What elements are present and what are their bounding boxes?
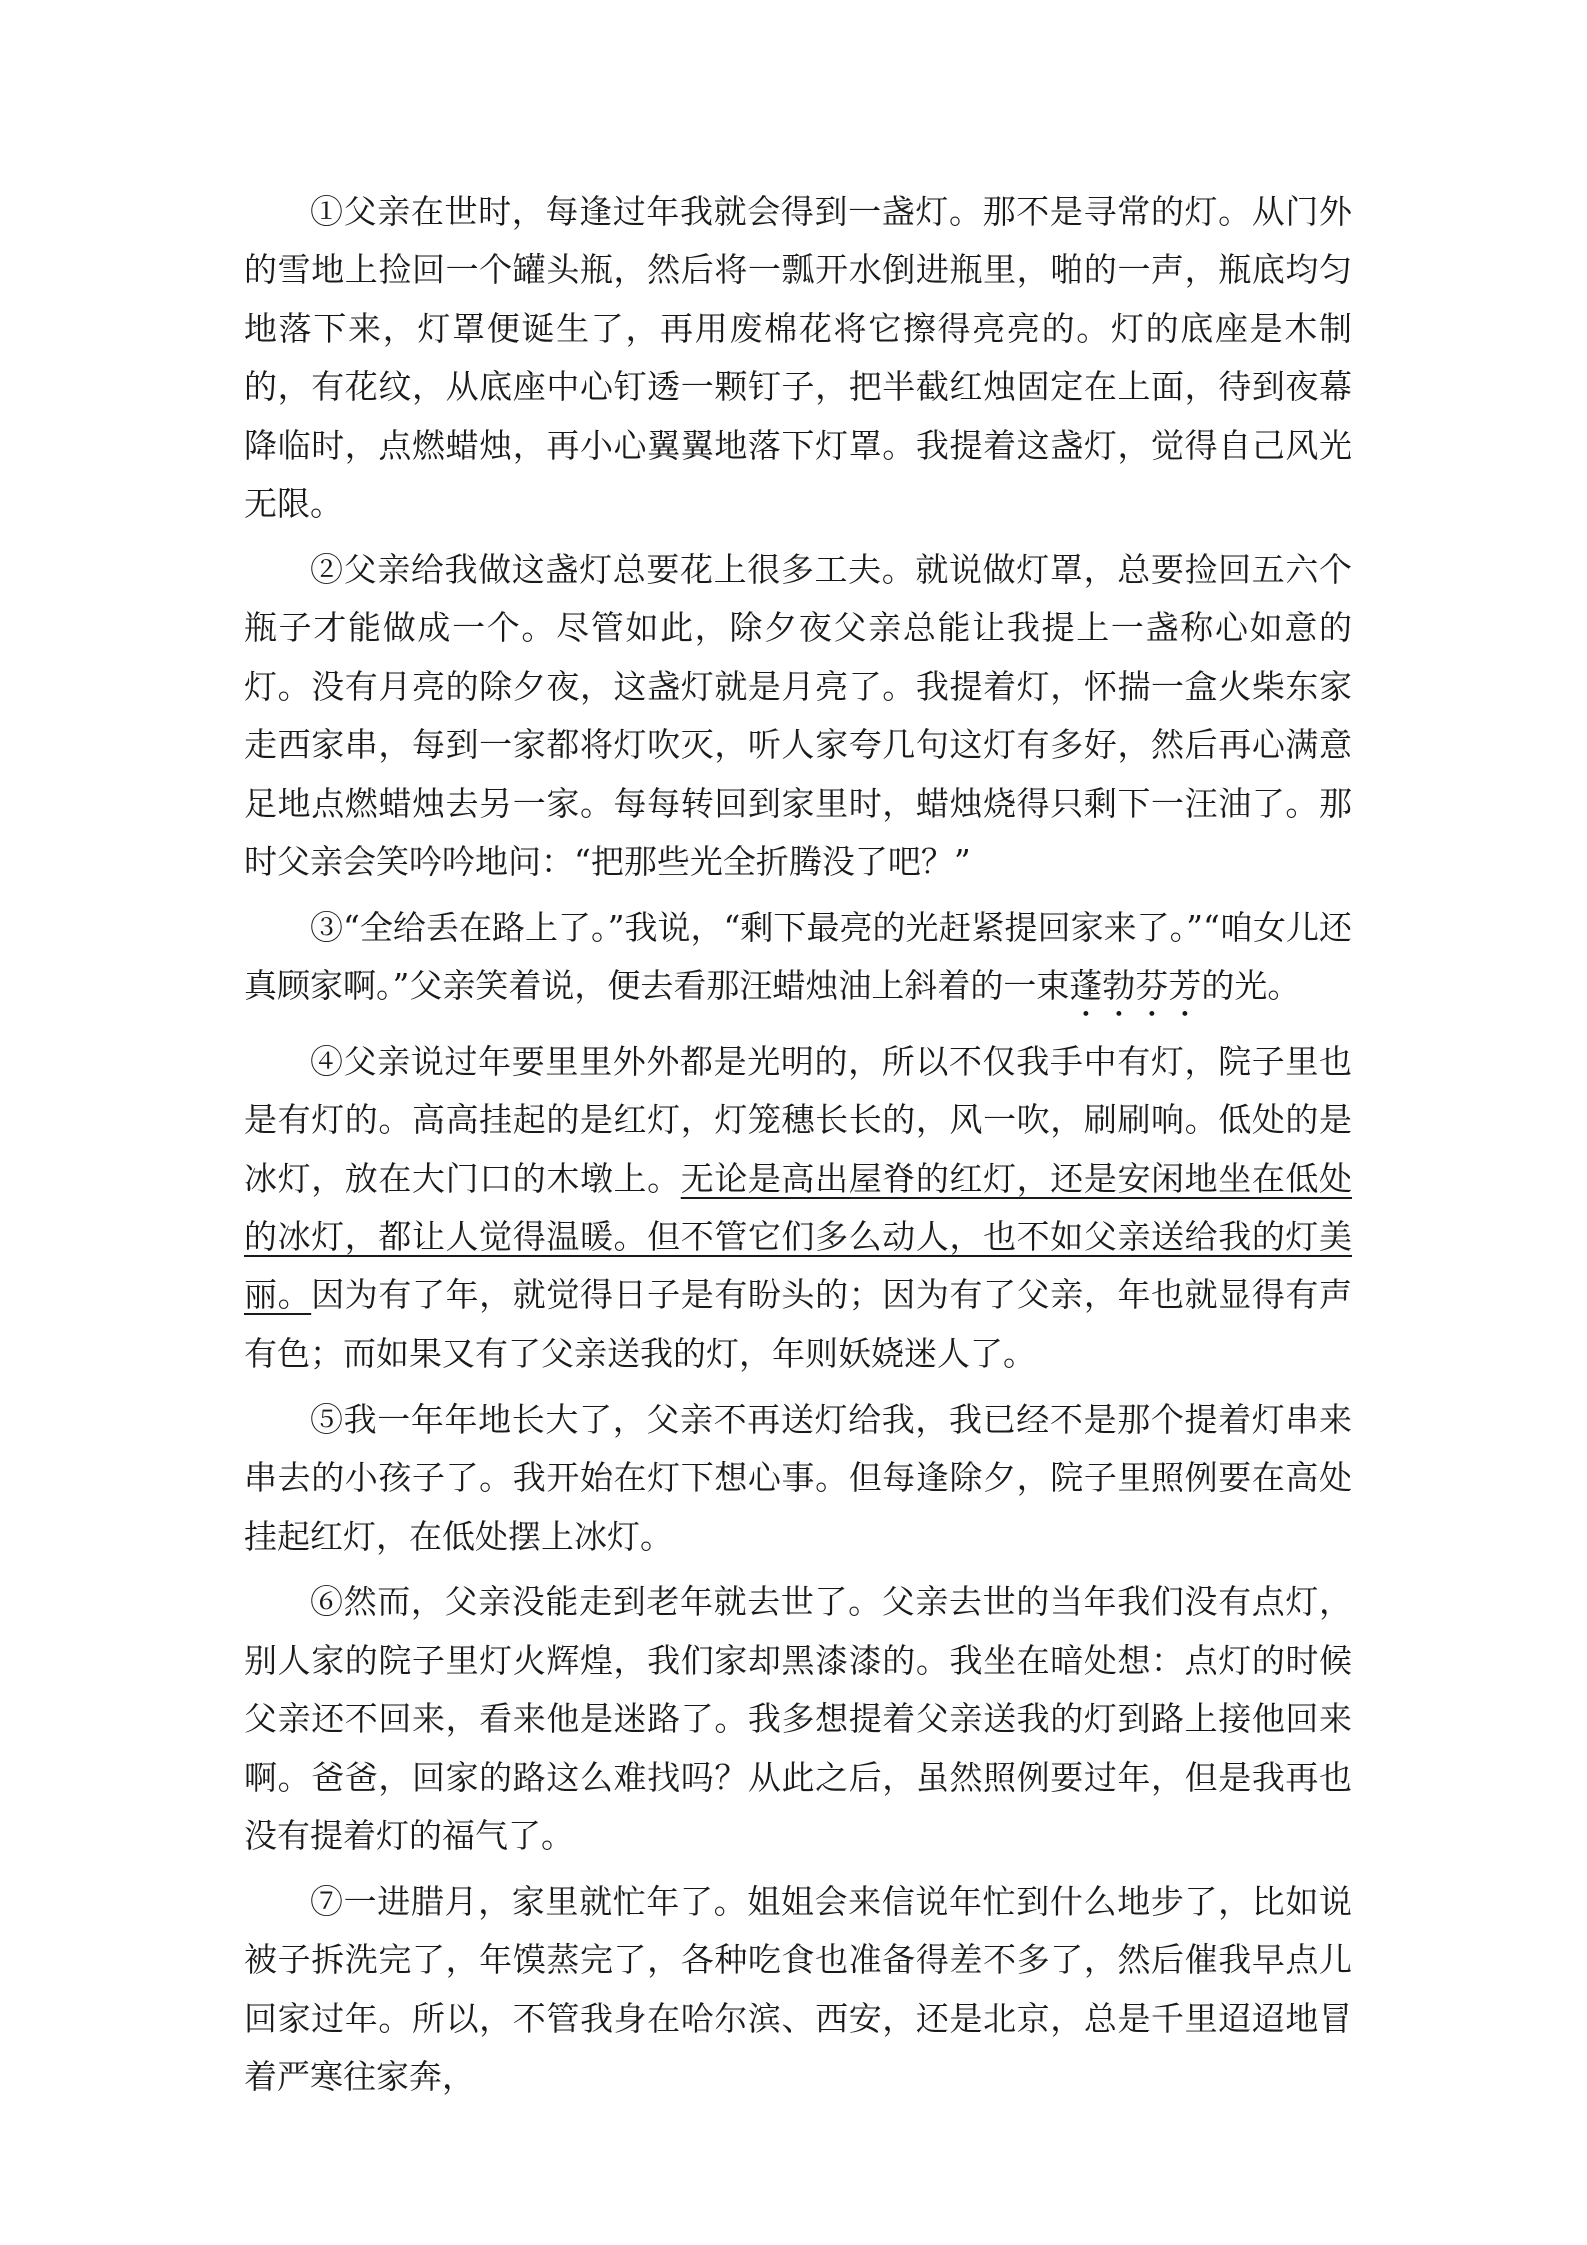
paragraph-4-text: ④父亲说过年要里里外外都是光明的，所以不仅我手中有灯，院子里也是有灯的。高高挂起的是红灯，灯笼穗长长的，风一吹，刷刷响。低处的是冰灯，放在大门口的木墩上。: [244, 1041, 1352, 1198]
paragraph-4: [244, 1033, 1352, 1383]
paragraph-7: ⑦一进腊月，家里就忙年了。姐姐会来信说年忙到什么地步了，比如说被子拆洗完了，年馍蒸完了，各种吃食也准备得差不多了，然后催我早点儿回家过年。所以，不管我身在哈尔滨、西安，还是北京，总是千里迢迢地冒着严寒往家奔，: [244, 1881, 1352, 2097]
paragraph-6: ⑥然而，父亲没能走到老年就去世了。父亲去世的当年我们没有点灯，别人家的院子里灯火辉煌，我们家却黑漆漆的。我坐在暗处想：点灯的时候父亲还不回来，看来他是迷路了。我多想提着父亲送我的灯到路上接他回来啊。爸爸，回家的路这么难找吗？从此之后，虽然照例要过年，但是我再也没有提着灯的福气了。: [244, 1582, 1352, 1856]
emphasized-phrase: 蓬勃芬芳: [1069, 966, 1202, 1006]
paragraph-1: ①父亲在世时，每逢过年我就会得到一盏灯。那不是寻常的灯。从门外的雪地上捡回一个罐头瓶，然后将一瓢开水倒进瓶里，啪的一声，瓶底均匀地落下来，灯罩便诞生了，再用废棉花将它擦得亮亮的。灯的底座是木制的，有花纹，从底座中心钉透一颗钉子，把半截红烛固定在上面，待到夜幕降临时，点燃蜡烛，再小心翼翼地落下灯罩。我提着这盏灯，觉得自己风光无限。: [244, 192, 1352, 524]
paragraph-5: ⑤我一年年地长大了，父亲不再送灯给我，我已经不是那个提着灯串来串去的小孩子了。我开始在灯下想心事。但每逢除夕，院子里照例要在高处挂起红灯，在低处摆上冰灯。: [244, 1399, 1352, 1556]
paragraph-3-text: ③“全给丢在路上了。”我说，“剩下最亮的光赶紧提回家来了。”“咱女儿还真顾家啊。”父亲笑着说，便去看那汪蜡烛油上斜着的一束: [244, 907, 1352, 1006]
article-body: [244, 183, 1352, 2107]
paragraph-4-end: 因为有了年，就觉得日子是有盼头的；因为有了父亲，年也就显得有声有色；而如果又有了父亲送我的灯，年则妖娆迷人了。: [244, 1275, 1352, 1373]
paragraph-3-end: 的光。: [1201, 966, 1301, 1006]
paragraph-2: ②父亲给我做这盏灯总要花上很多工夫。就说做灯罩，总要捡回五六个瓶子才能做成一个。尽管如此，除夕夜父亲总能让我提上一盏称心如意的灯。没有月亮的除夕夜，这盏灯就是月亮了。我提着灯，怀揣一盒火柴东家走西家串，每到一家都将灯吹灭，听人家夸几句这灯有多好，然后再心满意足地点燃蜡烛去另一家。每每转回到家里时，蜡烛烧得只剩下一汪油了。那时父亲会笑吟吟地问：“把那些光全折腾没了吧？”: [244, 549, 1352, 881]
paragraph-3: [244, 899, 1352, 1025]
underlined-sentence: 无论是高出屋脊的红灯，还是安闲地坐在低处的冰灯，都让人觉得温暖。但不管它们多么动人，也不如父亲送给我的灯美丽。: [244, 1158, 1352, 1315]
